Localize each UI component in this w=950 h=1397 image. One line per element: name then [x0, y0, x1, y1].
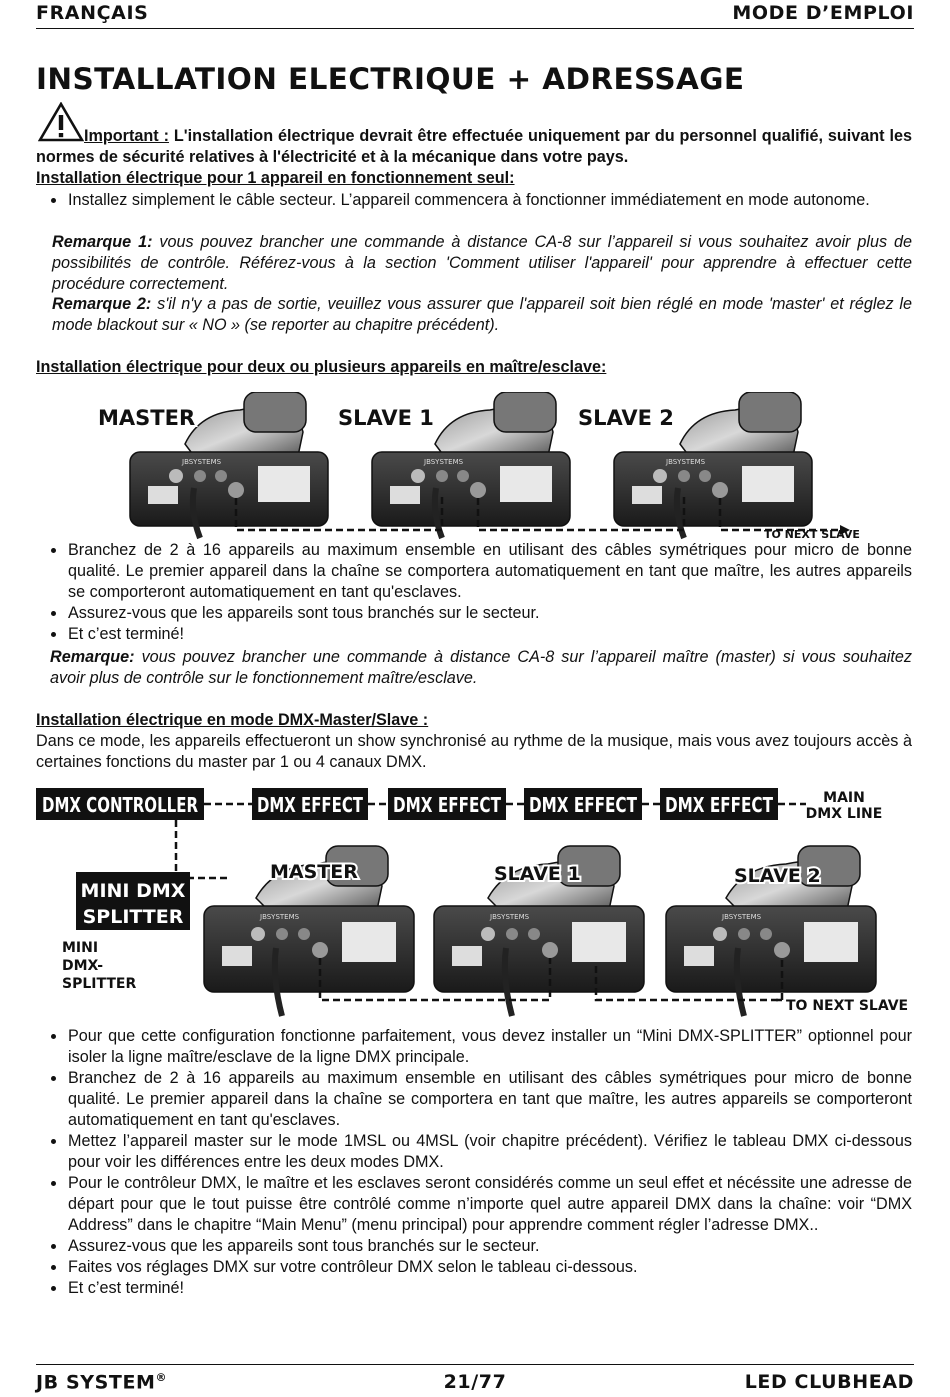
list-item: Et c’est terminé!	[36, 1278, 912, 1299]
note-label: Remarque 2:	[52, 295, 152, 313]
header-doc-type: MODE D’EMPLOI	[732, 2, 914, 24]
splitter-note-3: SPLITTER	[62, 976, 137, 992]
fixture-label-slave-2: SLAVE 2	[578, 406, 674, 430]
fixture-label-master: MASTER	[270, 861, 358, 883]
brand-label: JBSYSTEMS	[490, 913, 530, 921]
main-line-label-2: DMX LINE	[805, 806, 883, 822]
list-item: Branchez de 2 à 16 appareils au maximum ensemble en utilisant des câbles symétriques pour micro de bonne qualité. Le premier appareil dans la chaîne se comportera en tant que maître, les autres appareils se comporteront automatiquement en tant qu'esclaves.	[36, 1068, 912, 1131]
note-text: s'il n'y a pas de sortie, veuillez vous assurer que l'appareil soit bien réglé en mode 'master' et réglez le mode blackout sur « NO » (se reporter au chapitre précédent).	[52, 295, 912, 334]
list-item: Pour le contrôleur DMX, le maître et les esclaves seront considérés comme un seul effet et nécéssite une adresse de départ pour que le tout puisse être contrôlé comme n’importe quel autre appareil DMX dans la chaîne: voir “DMX Address” dans le chapitre “Main Menu” (menu principal) pour apprendre comment régler l’adresse DMX..	[36, 1173, 912, 1236]
master-slave-diagram	[90, 392, 860, 542]
fixture-label-slave-1: SLAVE 1	[338, 406, 434, 430]
note-label: Remarque:	[50, 648, 135, 666]
dmx-effect-label: DMX EFFECT	[257, 793, 364, 817]
splitter-note-1: MINI	[62, 940, 99, 956]
dmx-effect-label: DMX EFFECT	[529, 793, 638, 817]
section-heading-single: Installation électrique pour 1 appareil en fonctionnement seul:	[36, 169, 515, 187]
brand-label: JBSYSTEMS	[722, 913, 762, 921]
dmx-intro: Dans ce mode, les appareils effectueront un show synchronisé au rythme de la musique, mais vous avez toujours accès à certaines fonctions du master par 1 ou 4 canaux DMX.	[36, 732, 912, 771]
list-item: Installez simplement le câble secteur. L’appareil commencera à fonctionner immédiatement en mode autonome.	[36, 190, 912, 211]
dmx-list	[36, 1026, 912, 1299]
fixture-label-slave-2: SLAVE 2	[734, 865, 821, 887]
splitter-label-1: MINI DMX	[80, 880, 186, 902]
page-number: 21/77	[443, 1371, 507, 1393]
important-text: L'installation électrique devrait être effectuée uniquement par du personnel qualifié, suivant les normes de sécurité relatives à l'électricité et à la mécanique dans votre pays.	[36, 127, 913, 166]
page-title: INSTALLATION ELECTRIQUE + ADRESSAGE	[36, 62, 745, 96]
footer-product: LED CLUBHEAD	[744, 1371, 914, 1393]
splitter-label-2: SPLITTER	[82, 906, 184, 928]
page-footer	[36, 1364, 914, 1395]
dmx-effect-label: DMX EFFECT	[393, 793, 502, 817]
brand-label: JBSYSTEMS	[666, 458, 706, 466]
important-notice	[36, 126, 912, 168]
list-item: Mettez l’appareil master sur le mode 1MSL ou 4MSL (voir chapitre précédent). Vérifiez le tableau DMX ci-dessous pour voir les différences entre les deux modes DMX.	[36, 1131, 912, 1173]
splitter-note-2: DMX-	[62, 958, 104, 974]
brand-label: JBSYSTEMS	[182, 458, 222, 466]
header-language: FRANÇAIS	[36, 2, 149, 24]
list-item: Pour que cette configuration fonctionne parfaitement, vous devez installer un “Mini DMX-SPLITTER” optionnel pour isoler la ligne maître/esclave de la ligne DMX principale.	[36, 1026, 912, 1068]
list-item: Assurez-vous que les appareils sont tous branchés sur le secteur.	[36, 1236, 912, 1257]
single-note-2	[52, 294, 912, 336]
master-slave-note	[50, 647, 912, 689]
fixture-label-master: MASTER	[98, 406, 196, 430]
single-list	[36, 190, 912, 211]
registered-mark: ®	[155, 1371, 168, 1384]
single-note-1	[52, 232, 912, 295]
section-heading-master-slave: Installation électrique pour deux ou plusieurs appareils en maître/esclave:	[36, 358, 607, 376]
main-line-label-1: MAIN	[823, 790, 865, 806]
next-slave-label: TO NEXT SLAVE	[786, 998, 909, 1014]
list-item: Faites vos réglages DMX sur votre contrôleur DMX selon le tableau ci-dessous.	[36, 1257, 912, 1278]
important-label: Important :	[84, 127, 169, 145]
next-slave-label: TO NEXT SLAVE	[764, 528, 860, 541]
dmx-effect-label: DMX EFFECT	[665, 793, 774, 817]
list-item: Branchez de 2 à 16 appareils au maximum ensemble en utilisant des câbles symétriques pour micro de bonne qualité. Le premier appareil dans la chaîne se comportera automatiquement en tant que maître, les autres appareils se comporteront automatiquement en tant qu'esclaves.	[36, 540, 912, 603]
note-text: vous pouvez brancher une commande à distance CA-8 sur l’appareil maître (master) si vous souhaitez avoir plus de contrôle sur le fonctionnement maître/esclave.	[50, 648, 912, 687]
footer-brand-name: JB SYSTEM	[36, 1371, 156, 1394]
note-text: vous pouvez brancher une commande à distance CA-8 sur l’appareil si vous souhaitez avoir plus de possibilités de contrôle. Référez-vous à la section 'Comment utiliser l'appareil' pour apprendre à effectuer cette procédure correctement.	[52, 233, 912, 293]
dmx-diagram	[36, 786, 916, 1018]
dmx-controller-label: DMX CONTROLLER	[42, 793, 198, 817]
list-item: Et c’est terminé!	[36, 624, 912, 645]
brand-label: JBSYSTEMS	[260, 913, 300, 921]
fixture-label-slave-1: SLAVE 1	[494, 863, 581, 885]
master-slave-list	[36, 540, 912, 645]
list-item: Assurez-vous que les appareils sont tous branchés sur le secteur.	[36, 603, 912, 624]
section-heading-dmx: Installation électrique en mode DMX-Master/Slave :	[36, 711, 429, 729]
page-header	[36, 2, 914, 29]
brand-label: JBSYSTEMS	[424, 458, 464, 466]
note-label: Remarque 1:	[52, 233, 153, 251]
